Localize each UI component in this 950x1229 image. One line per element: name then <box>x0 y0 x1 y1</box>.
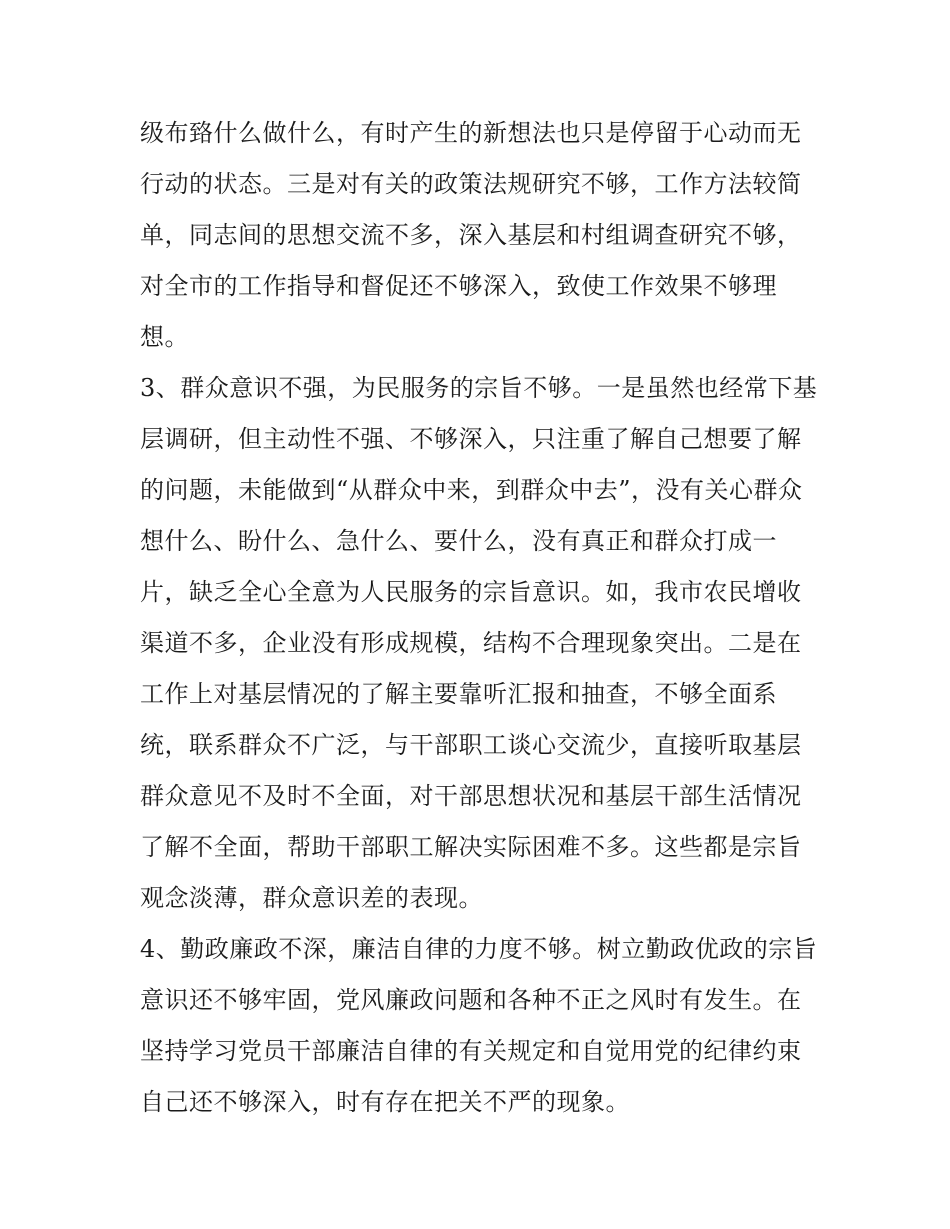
paragraph-item-4: 4、勤政廉政不深，廉洁自律的力度不够。树立勤政优政的宗旨意识还不够牢固，党风廉政问题和各种不正之风时有发生。在坚持学习党员干部廉洁自律的有关规定和自觉用党的纪律约束自己还不够深入，时有存在把关不严的现象。 <box>140 935 818 1116</box>
document-body <box>140 108 820 1128</box>
paragraph-item-3: 3、群众意识不强，为民服务的宗旨不够。一是虽然也经常下基层调研，但主动性不强、不够深入，只注重了解自己想要了解的问题，未能做到“从群众中来，到群众中去”，没有关心群众想什么、盼什么、急什么、要什么，没有真正和群众打成一片，缺乏全心全意为人民服务的宗旨意识。如，我市农民增收渠道不多，企业没有形成规模，结构不合理现象突出。二是在工作上对基层情况的了解主要靠听汇报和抽查，不够全面系统，联系群众不广泛，与干部职工谈心交流少，直接听取基层群众意见不及时不全面，对干部思想状况和基层干部生活情况了解不全面，帮助干部职工解决实际困难不多。这些都是宗旨观念淡薄，群众意识差的表现。 <box>140 374 818 912</box>
paragraph-continuation: 级布臵什么做什么，有时产生的新想法也只是停留于心动而无行动的状态。三是对有关的政策法规研究不够，工作方法较简单，同志间的思想交流不多，深入基层和村组调查研究不够，对全市的工作指导和督促还不够深入，致使工作效果不够理想。 <box>140 119 802 351</box>
